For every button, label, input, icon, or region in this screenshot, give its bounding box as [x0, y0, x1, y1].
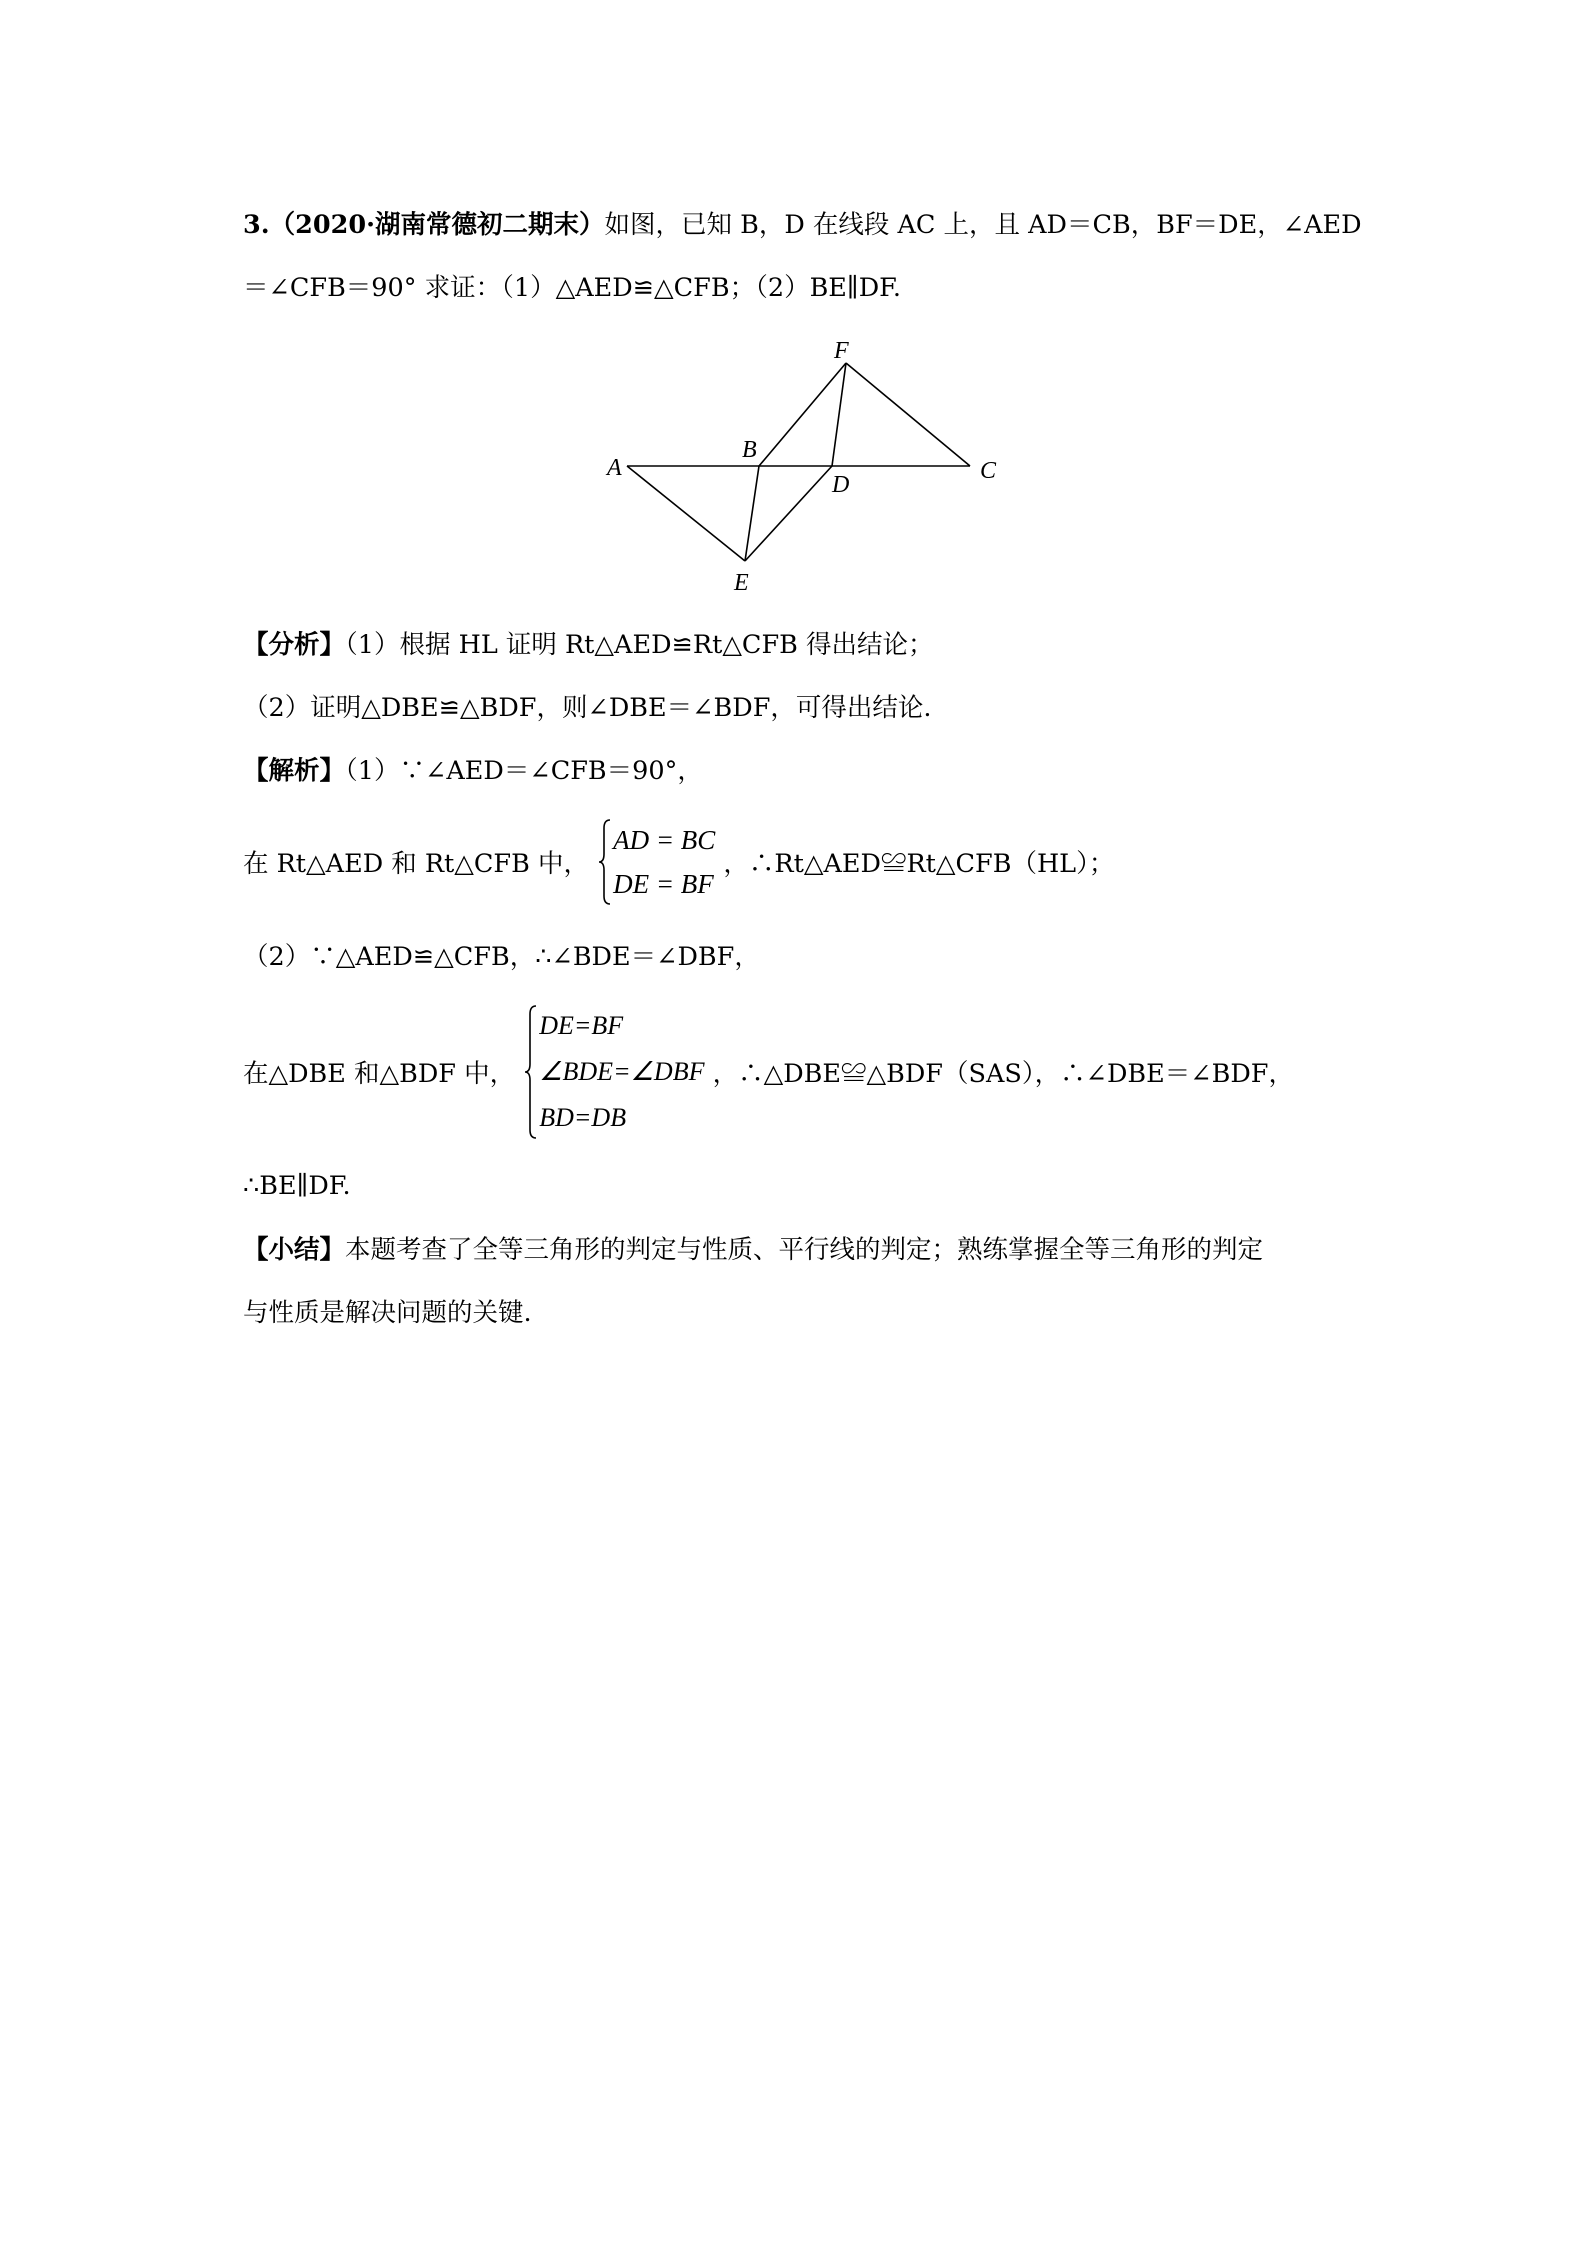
- segment-fc: [846, 363, 970, 466]
- system-1-eq-1: AD = BC: [613, 825, 716, 855]
- segment-df: [832, 363, 846, 466]
- system-2-eq-1: DE=BF: [539, 1011, 624, 1040]
- solution-line-1: [243, 753, 703, 789]
- summary-line-1: [243, 1232, 1263, 1268]
- summary-line-2: [243, 1295, 532, 1331]
- label-e: E: [734, 570, 749, 596]
- solution-part1-conclusion: ，∴Rt△AED≌Rt△CFB（HL）；: [723, 849, 1115, 879]
- summary-tag: 【小结】: [243, 1235, 346, 1265]
- solution-part1-intro: （1）∵∠AED＝∠CFB＝90°，: [345, 756, 703, 786]
- solution-part1-prefix: 在 Rt△AED 和 Rt△CFB 中，: [243, 849, 589, 879]
- system-2: [523, 1003, 704, 1141]
- solution-part2-intro: （2）∵△AED≌△CFB，∴∠BDE＝∠DBF，: [243, 942, 760, 972]
- label-f: F: [834, 338, 849, 364]
- problem-number: 3.: [243, 210, 270, 240]
- analysis-tag: 【分析】: [243, 630, 346, 660]
- problem-statement-2: ＝∠CFB＝90° 求证：（1）△AED≌△CFB；（2）BE∥DF.: [243, 273, 901, 303]
- solution-tag: 【解析】: [243, 756, 346, 786]
- solution-part2-conclusion: ，∴△DBE≌△BDF（SAS），∴∠DBE＝∠BDF，: [712, 1059, 1294, 1089]
- solution-final: ∴BE∥DF.: [243, 1171, 351, 1201]
- analysis-line-2: [243, 690, 932, 726]
- label-a: A: [607, 455, 622, 481]
- system-1-eq-2: DE = BF: [613, 869, 714, 899]
- left-brace-icon: [597, 818, 613, 906]
- analysis-line-1: [243, 627, 933, 663]
- label-c: C: [980, 458, 997, 484]
- analysis-text-1: （1）根据 HL 证明 Rt△AED≌Rt△CFB 得出结论；: [345, 630, 934, 660]
- problem-line-2: [243, 270, 901, 306]
- segment-eb: [745, 466, 759, 561]
- label-d: D: [832, 472, 850, 498]
- geometry-figure: [595, 338, 1010, 600]
- problem-statement-1: 如图，已知 B，D 在线段 AC 上，且 AD＝CB，BF＝DE，∠AED: [604, 210, 1362, 240]
- system-2-eq-2: ∠BDE=∠DBF: [539, 1057, 705, 1086]
- solution-part1-system-line: [243, 818, 1114, 906]
- segment-ed: [745, 466, 832, 561]
- system-2-eq-3: BD=DB: [539, 1103, 627, 1132]
- solution-part2-system-line: [243, 1003, 1294, 1141]
- segment-ae: [627, 466, 745, 561]
- summary-text-2: 与性质是解决问题的关键.: [243, 1298, 532, 1328]
- problem-line-1: [243, 207, 1362, 243]
- solution-final-line: [243, 1168, 351, 1204]
- summary-text-1: 本题考查了全等三角形的判定与性质、平行线的判定；熟练掌握全等三角形的判定: [345, 1235, 1264, 1265]
- label-b: B: [742, 437, 757, 463]
- solution-part2-prefix: 在△DBE 和△BDF 中，: [243, 1059, 516, 1089]
- left-brace-icon: [523, 1004, 539, 1140]
- segment-bf: [759, 363, 846, 466]
- solution-part2-intro-line: [243, 939, 760, 975]
- problem-source: （2020·湖南常德初二期末）: [269, 210, 605, 240]
- analysis-text-2: （2）证明△DBE≌△BDF，则∠DBE＝∠BDF，可得出结论.: [243, 693, 932, 723]
- system-1: [597, 818, 715, 906]
